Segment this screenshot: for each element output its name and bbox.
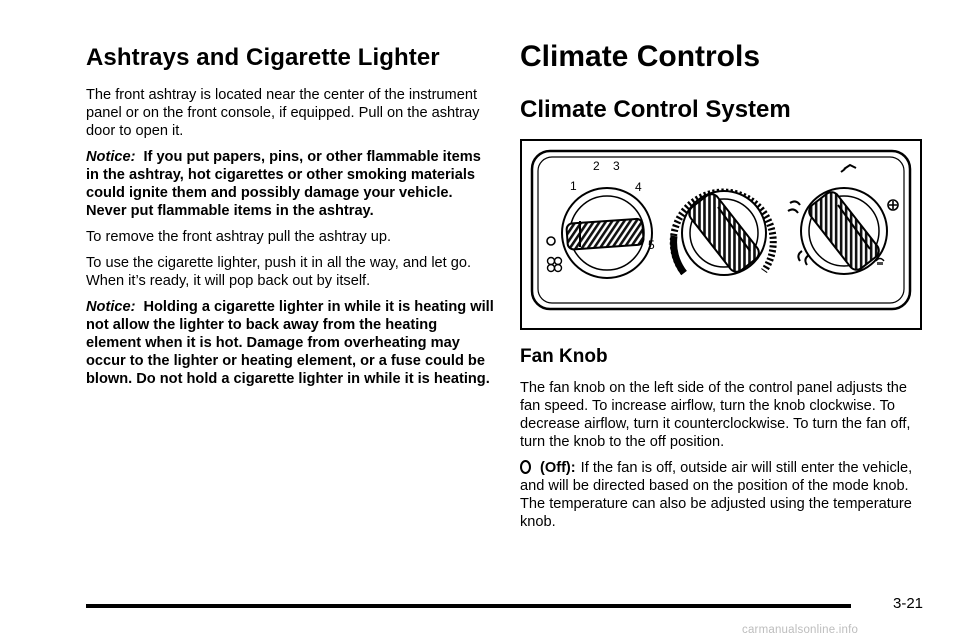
mode-knob[interactable] [801, 188, 887, 274]
fan-knob-heading: Fan Knob [520, 346, 608, 367]
section-title: Climate Control System [520, 96, 791, 123]
fan-knob-paragraph: The fan knob on the left side of the control panel adjusts the fan speed. To increase airflow, turn the knob clockwise. To decrease airflow, turn it counterclockwise. To turn the fan off, turn the knob to the off position. [520, 380, 911, 450]
page-number: 3-21 [893, 595, 924, 612]
notice-lighter [86, 298, 494, 388]
fan-off-paragraph [520, 459, 930, 531]
climate-control-panel-figure [520, 139, 922, 330]
mode-defrost-icon [888, 200, 898, 210]
notice-flammable [86, 148, 494, 220]
off-label: (Off): [540, 460, 576, 476]
watermark-text: carmanualsonline.info [742, 624, 859, 636]
fan-knob[interactable] [562, 188, 652, 278]
fan-speed-label-2: 2 [593, 159, 600, 173]
notice-label: Notice: [86, 299, 136, 315]
off-description: If the fan is off, outside air will still enter the vehicle, and will be directed based on the position of the mode knob. The temperature can also be adjusted using the temperature knob. [520, 460, 913, 530]
footer-rule [86, 604, 851, 608]
chapter-title: Climate Controls [520, 40, 761, 73]
notice-text: If you put papers, pins, or other flammable items in the ashtray, hot cigarettes or other smoking materials could ignite them and possibly damage your vehicle. Never put flammable items in the ashtray. [86, 149, 481, 219]
fan-speed-label-4: 4 [635, 180, 642, 194]
section-heading-ashtrays: Ashtrays and Cigarette Lighter [86, 44, 440, 71]
notice-text: Holding a cigarette lighter in while it is heating will not allow the lighter to back away from the heating element when it is hot. Damage from overheating may occur to the lighter or heating element, or a fuse could be blown. Do not hold a cigarette lighter in while it is heating. [86, 299, 494, 387]
off-icon [520, 460, 531, 474]
ashtray-paragraph-1: The front ashtray is located near the center of the instrument panel or on the front console, if equipped. Pull on the ashtray door to open it. [86, 87, 480, 139]
fan-speed-label-1: 1 [570, 179, 577, 193]
climate-panel-illustration [522, 141, 920, 328]
ashtray-paragraph-2: To remove the front ashtray pull the ashtray up. [86, 229, 392, 245]
fan-speed-label-5: 5 [648, 238, 655, 252]
fan-knob-text [520, 379, 930, 539]
notice-label: Notice: [86, 149, 136, 165]
lighter-paragraph: To use the cigarette lighter, push it in all the way, and let go. When it’s ready, it will pop back out by itself. [86, 255, 472, 289]
ashtray-text [86, 86, 494, 396]
fan-speed-label-3: 3 [613, 159, 620, 173]
